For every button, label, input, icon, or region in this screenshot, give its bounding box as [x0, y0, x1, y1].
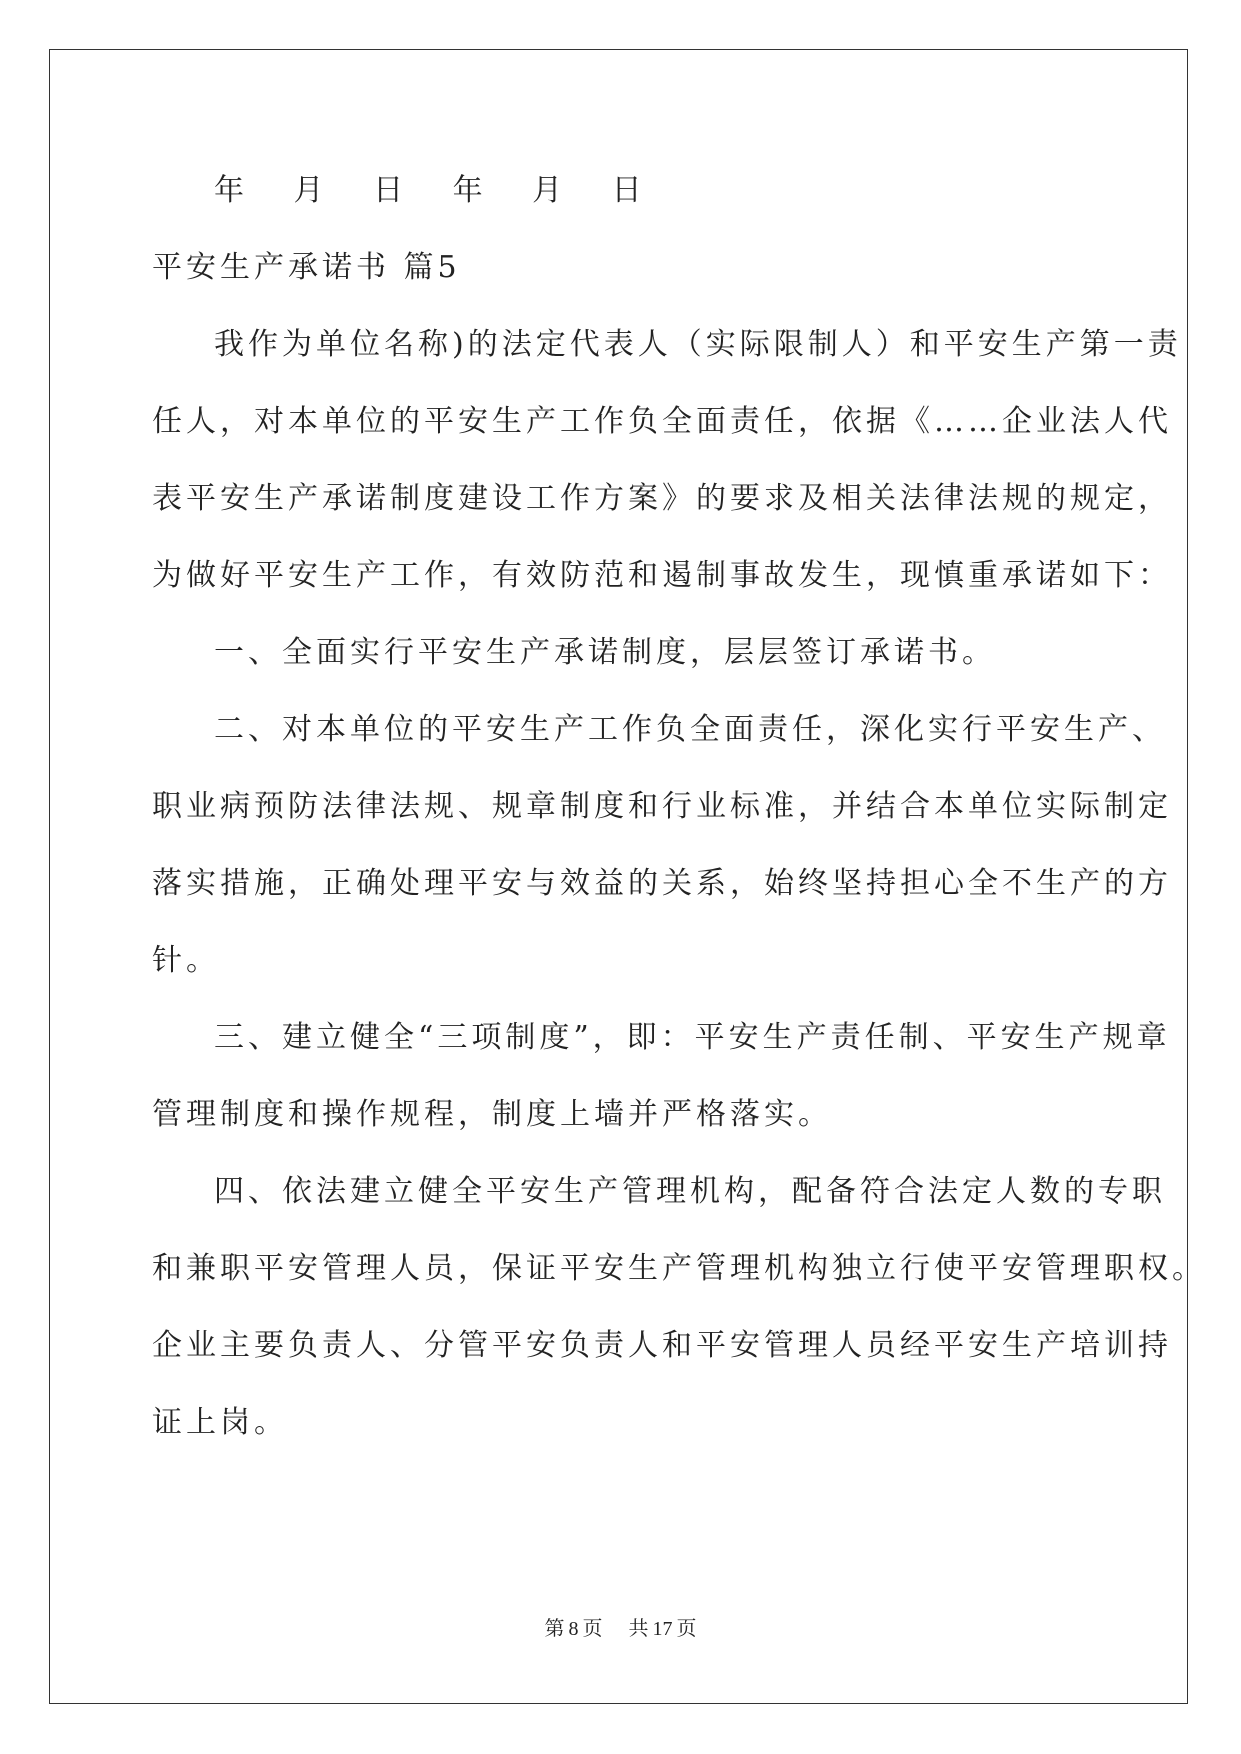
paragraph-line: 二、对本单位的平安生产工作负全面责任，深化实行平安生产、 [214, 712, 1166, 747]
page-number: 8 [568, 1618, 579, 1640]
paragraph-line: 四、依法建立健全平安生产管理机构，配备符合法定人数的专职 [214, 1174, 1166, 1209]
page-footer [0, 1612, 1241, 1641]
paragraph-line: 职业病预防法律法规、规章制度和行业标准，并结合本单位实际制定 [152, 789, 1172, 824]
paragraph-line: 任人，对本单位的平安生产工作负全面责任，依据《……企业法人代 [152, 404, 1172, 439]
paragraph-line: 为做好平安生产工作，有效防范和遏制事故发生，现慎重承诺如下： [152, 558, 1172, 593]
paragraph-line: 表平安生产承诺制度建设工作方案》的要求及相关法律法规的规定， [152, 481, 1172, 516]
total-prefix: 共 [628, 1618, 649, 1640]
total-pages: 17 [652, 1618, 673, 1640]
page-prefix: 第 [544, 1618, 565, 1640]
paragraph-line: 三、建立健全“三项制度”，即：平安生产责任制、平安生产规章 [214, 1020, 1171, 1055]
paragraph-line: 落实措施，正确处理平安与效益的关系，始终坚持担心全不生产的方 [152, 866, 1172, 901]
paragraph-line: 企业主要负责人、分管平安负责人和平安管理人员经平安生产培训持 [152, 1328, 1172, 1363]
paragraph-line: 证上岗。 [152, 1405, 288, 1440]
document-body [152, 168, 1206, 1477]
paragraph-line: 管理制度和操作规程，制度上墙并严格落实。 [152, 1097, 832, 1132]
paragraph-line: 我作为单位名称)的法定代表人（实际限制人）和平安生产第一责 [214, 327, 1182, 362]
date-line: 年 月 日 年 月 日 [214, 173, 656, 208]
paragraph-line: 一、全面实行平安生产承诺制度，层层签订承诺书。 [214, 635, 996, 670]
section-title: 平安生产承诺书 篇5 [152, 250, 461, 285]
page-suffix: 页 [582, 1618, 603, 1640]
paragraph-line: 针。 [152, 943, 220, 978]
total-suffix: 页 [676, 1618, 697, 1640]
paragraph-line: 和兼职平安管理人员，保证平安生产管理机构独立行使平安管理职权。 [152, 1251, 1206, 1286]
